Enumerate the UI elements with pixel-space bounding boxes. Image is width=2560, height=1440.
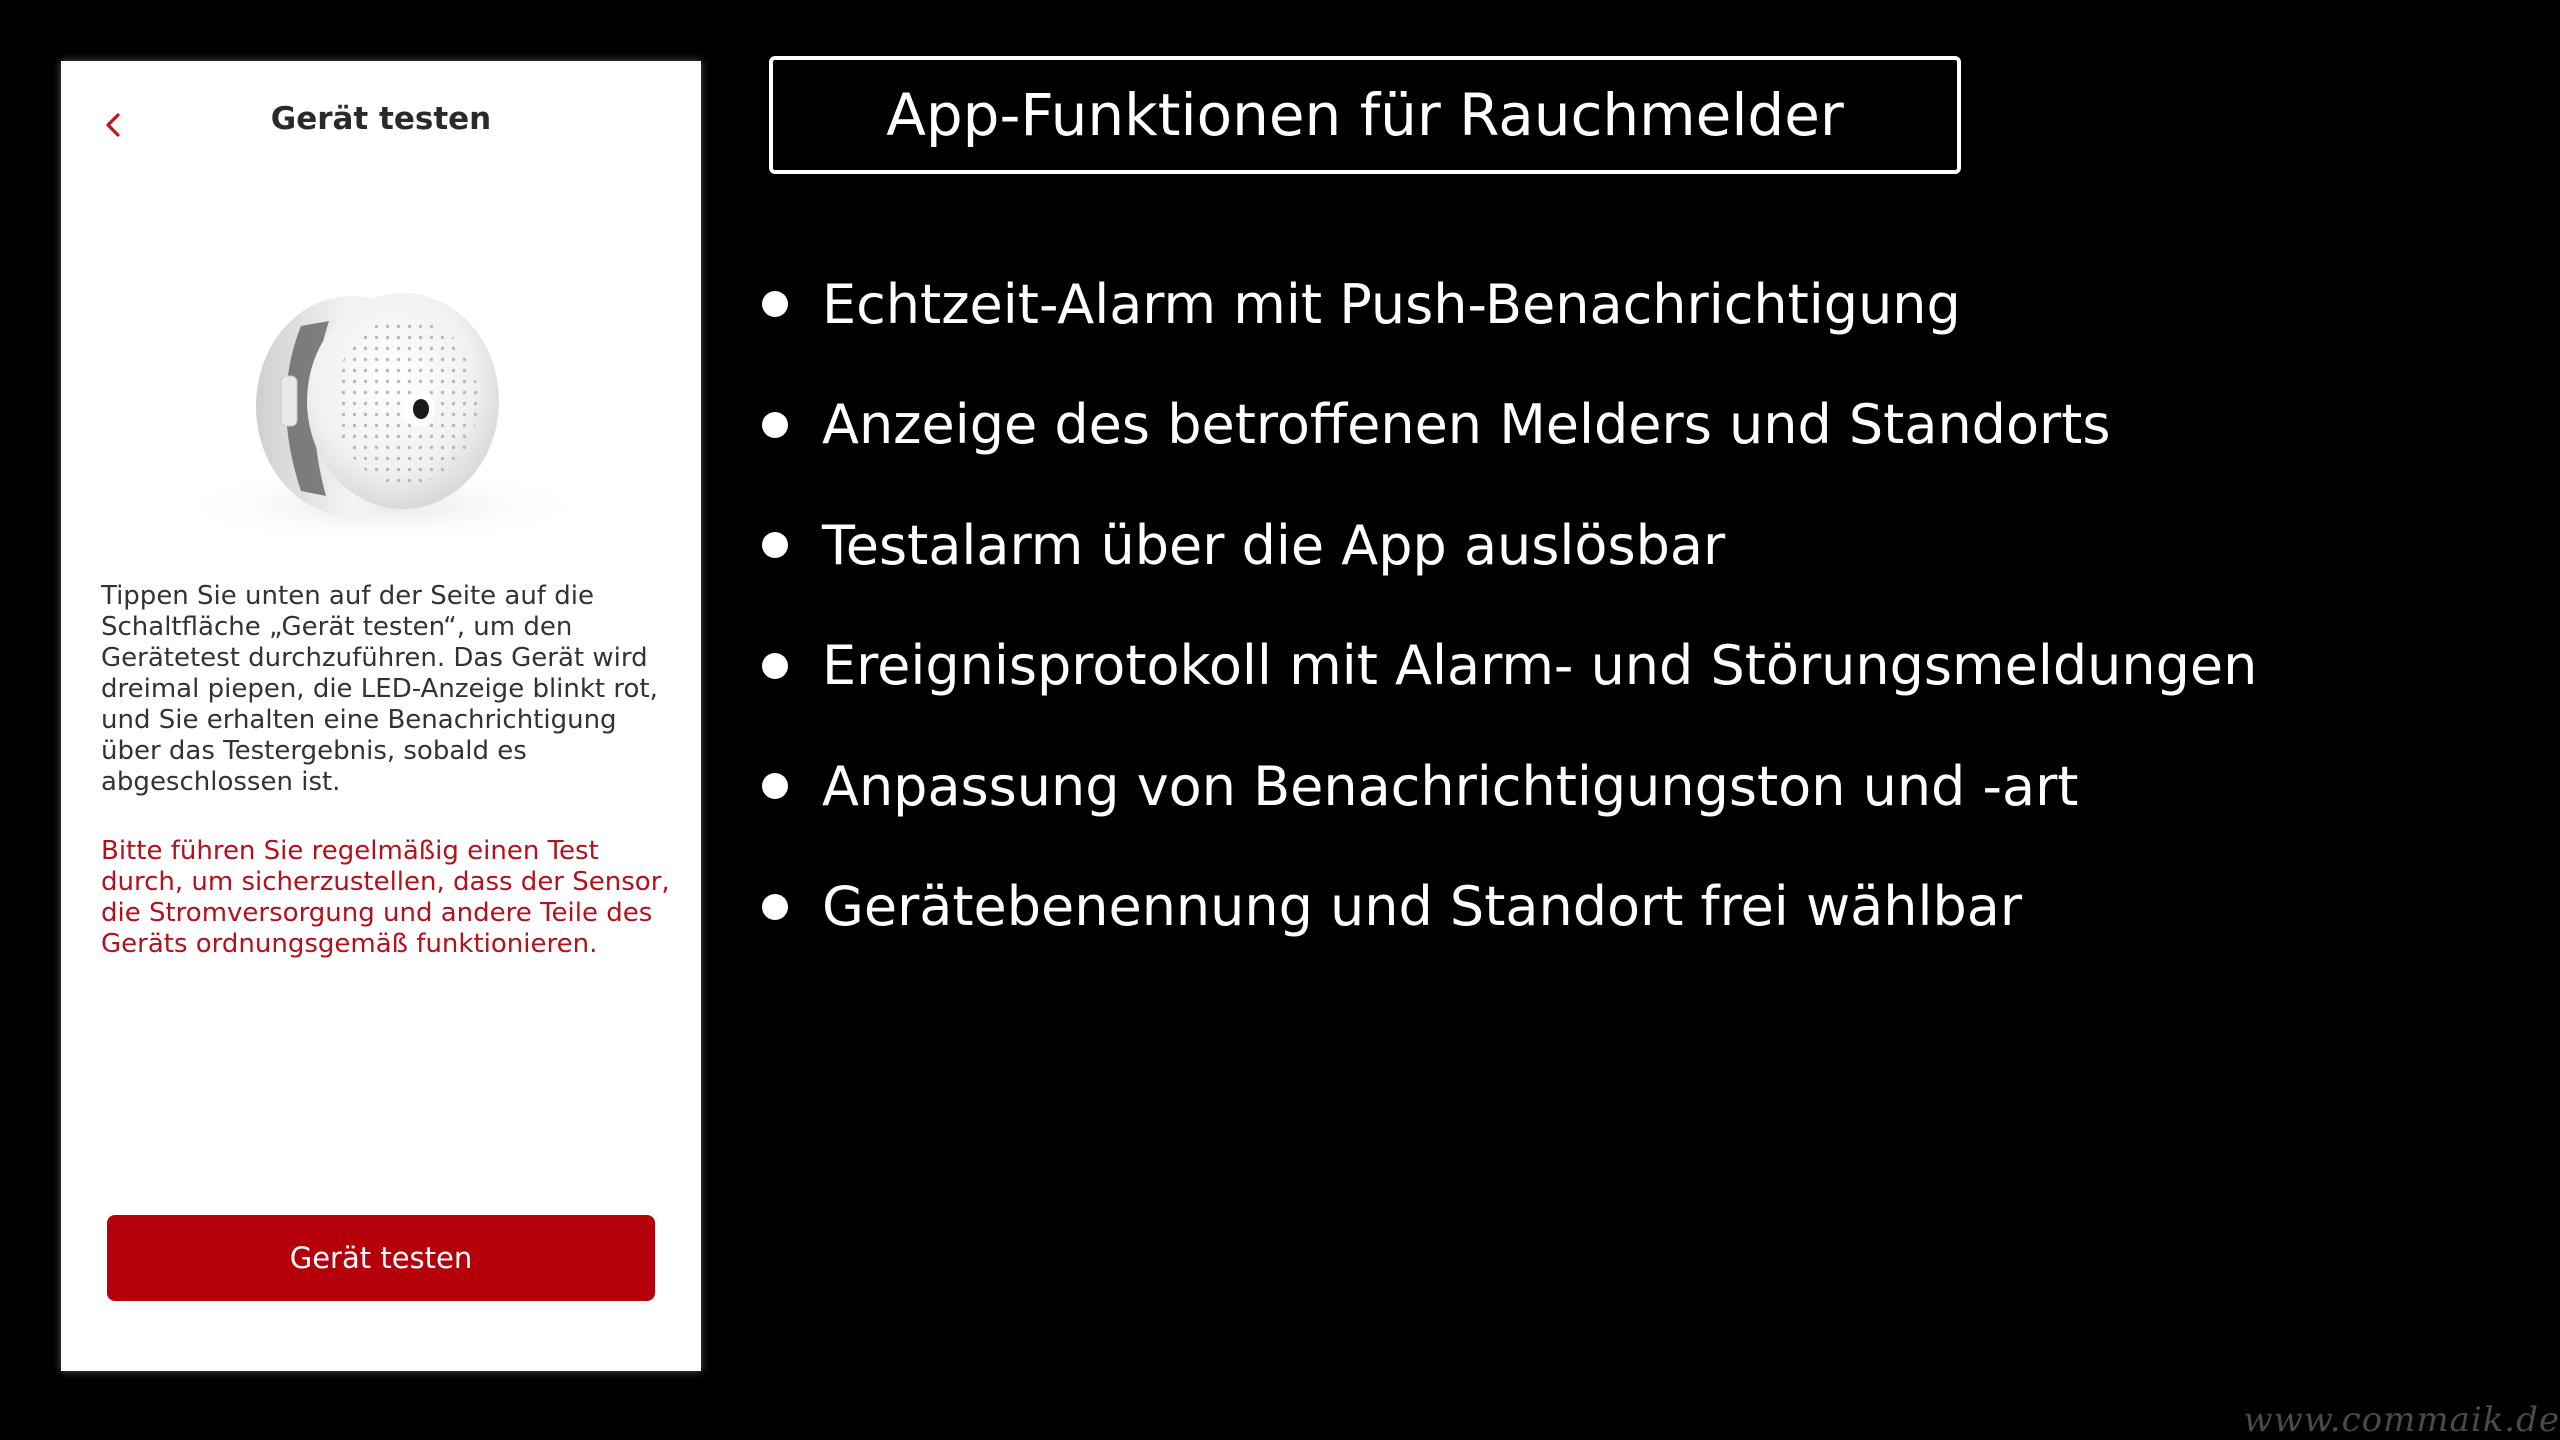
list-item — [760, 726, 2520, 847]
feature-list — [760, 244, 2520, 967]
bullet-icon — [762, 894, 788, 920]
list-item — [760, 847, 2520, 968]
feature-text: Testalarm über die App auslösbar — [822, 513, 1726, 577]
page-title: Gerät testen — [270, 101, 492, 137]
list-item — [760, 365, 2520, 486]
test-warning: Bitte führen Sie regelmäßig einen Test durch, um sicherzustellen, dass der Sensor, die Stromversorgung und andere Teile des Geräts ordnungsgemäß funktionieren. — [101, 836, 670, 959]
feature-text: Gerätebenennung und Standort frei wählbar — [822, 875, 2023, 939]
slide-title-box — [769, 56, 1961, 174]
bullet-icon — [762, 773, 788, 799]
smoke-detector-image — [151, 211, 611, 551]
watermark: www.commaik.de — [2243, 1400, 2560, 1440]
test-instructions: Tippen Sie unten auf der Seite auf die Schaltfläche „Gerät testen“, um den Gerätetest durchzuführen. Das Gerät wird dreimal piepen, die LED-Anzeige blinkt rot, und Sie erhalten eine Benachrichtigung über das Testergebnis, sobald es abgeschlossen ist. — [101, 581, 658, 797]
list-item — [760, 485, 2520, 606]
feature-text: Anzeige des betroffenen Melders und Standorts — [822, 393, 2111, 457]
feature-text: Ereignisprotokoll mit Alarm- und Störungsmeldungen — [822, 634, 2258, 698]
bullet-icon — [762, 653, 788, 679]
bullet-icon — [762, 412, 788, 438]
bullet-icon — [762, 291, 788, 317]
bullet-icon — [762, 532, 788, 558]
list-item — [760, 244, 2520, 365]
feature-text: Echtzeit-Alarm mit Push-Benachrichtigung — [822, 272, 1961, 336]
phone-screen — [61, 61, 701, 1371]
list-item — [760, 606, 2520, 727]
test-device-button[interactable]: Gerät testen — [107, 1215, 655, 1301]
app-header — [61, 61, 701, 191]
slide-title: App-Funktionen für Rauchmelder — [886, 81, 1844, 149]
feature-text: Anpassung von Benachrichtigungston und -art — [822, 754, 2079, 818]
